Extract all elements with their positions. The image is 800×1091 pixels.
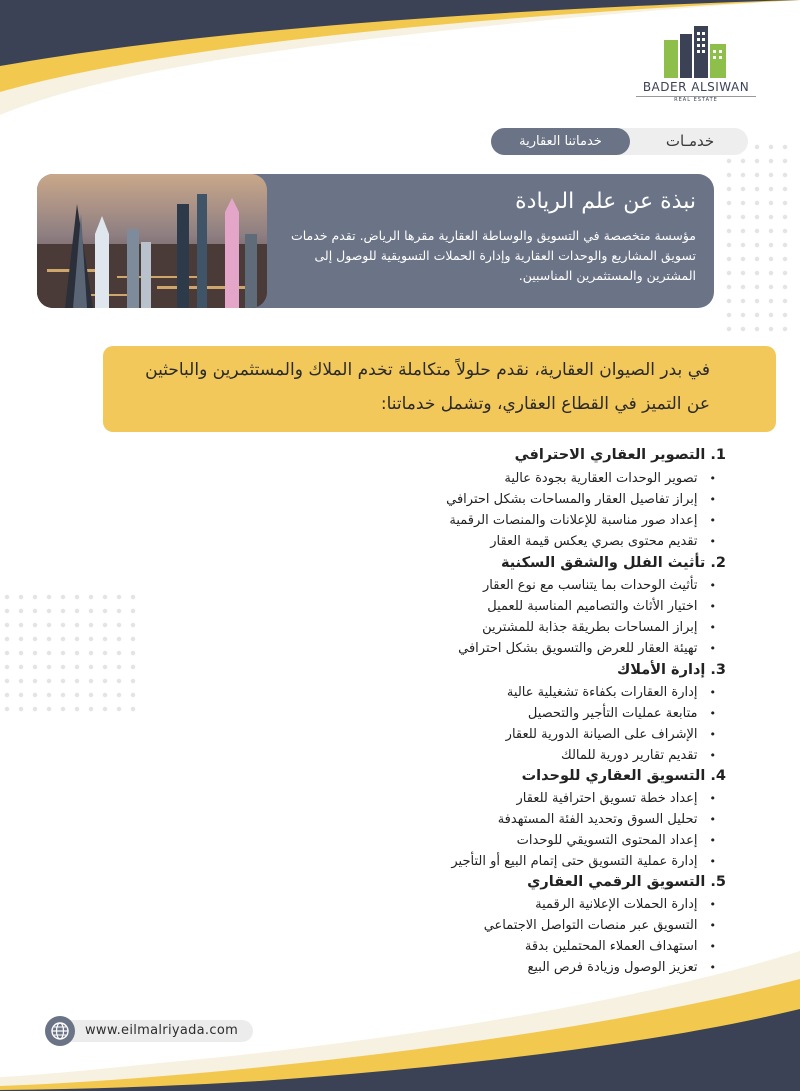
section-title: 1. التصوير العقاري الاحترافي bbox=[514, 447, 726, 463]
list-item: •تهيئة العقار للعرض والتسويق بشكل احترافي bbox=[458, 641, 716, 656]
services-tab[interactable]: خدماتنا العقارية bbox=[491, 128, 630, 155]
list-item: •إدارة عملية التسويق حتى إتمام البيع أو التأجير bbox=[451, 854, 716, 869]
list-item: •التسويق عبر منصات التواصل الاجتماعي bbox=[483, 918, 716, 933]
building-logo-icon bbox=[660, 26, 732, 78]
section-title: 3. إدارة الأملاك bbox=[616, 662, 726, 678]
website-link[interactable]: www.eilmalriyada.com bbox=[85, 1023, 239, 1038]
list-item: •تصوير الوحدات العقارية بجودة عالية bbox=[504, 471, 716, 486]
list-item: •الإشراف على الصيانة الدورية للعقار bbox=[505, 727, 716, 742]
section-title: 2. تأثيث الفلل والشقق السكنية bbox=[500, 555, 726, 571]
list-item: •إدارة الحملات الإعلانية الرقمية bbox=[535, 897, 716, 912]
list-item: •اختيار الأثاث والتصاميم المناسبة للعميل bbox=[487, 599, 716, 614]
dot-pattern-left bbox=[0, 590, 140, 720]
about-title: نبذة عن علم الريادة bbox=[515, 189, 696, 214]
list-item: •إدارة العقارات بكفاءة تشغيلية عالية bbox=[506, 685, 716, 700]
list-item: •تعزيز الوصول وزيادة فرص البيع bbox=[527, 960, 716, 975]
dot-pattern-right bbox=[722, 140, 792, 340]
riyadh-skyline-image bbox=[37, 174, 267, 308]
list-item: •متابعة عمليات التأجير والتحصيل bbox=[527, 706, 716, 721]
list-item: •إعداد صور مناسبة للإعلانات والمنصات الرقمية bbox=[449, 513, 716, 528]
list-item: •تحليل السوق وتحديد الفئة المستهدفة bbox=[497, 812, 716, 827]
list-item: •استهداف العملاء المحتملين بدقة bbox=[524, 939, 716, 954]
list-item: •تقديم محتوى بصري يعكس قيمة العقار bbox=[490, 534, 716, 549]
list-item: •تأثيث الوحدات بما يتناسب مع نوع العقار bbox=[483, 578, 716, 593]
intro-text: في بدر الصيوان العقارية، نقدم حلولاً متكاملة تخدم الملاك والمستثمرين والباحثين عن التميز في القطاع العقاري، وتشمل خدماتنا: bbox=[145, 360, 710, 414]
globe-icon bbox=[45, 1016, 75, 1046]
list-item: •إبراز المساحات بطريقة جذابة للمشترين bbox=[482, 620, 716, 635]
brand-subtitle: REAL ESTATE bbox=[636, 96, 756, 103]
services-label: خدمـات bbox=[665, 132, 715, 150]
list-item: •إبراز تفاصيل العقار والمساحات بشكل احترافي bbox=[446, 492, 716, 507]
brand-name: BADER ALSIWAN bbox=[642, 80, 750, 94]
company-logo bbox=[636, 26, 756, 106]
section-title: 4. التسويق العقاري للوحدات bbox=[521, 768, 726, 784]
list-item: •تقديم تقارير دورية للمالك bbox=[561, 748, 716, 763]
list-item: •إعداد المحتوى التسويقي للوحدات bbox=[516, 833, 716, 848]
about-text: مؤسسة متخصصة في التسويق والوساطة العقارية مقرها الرياض. تقدم خدمات تسويق المشاريع والوحدات العقارية وإدارة الحملات التسويقية للوصول إلى المشترين والمستثمرين المناسبين. bbox=[290, 228, 696, 283]
section-title: 5. التسويق الرقمي العقاري bbox=[527, 874, 726, 890]
list-item: •إعداد خطة تسويق احترافية للعقار bbox=[516, 791, 716, 806]
